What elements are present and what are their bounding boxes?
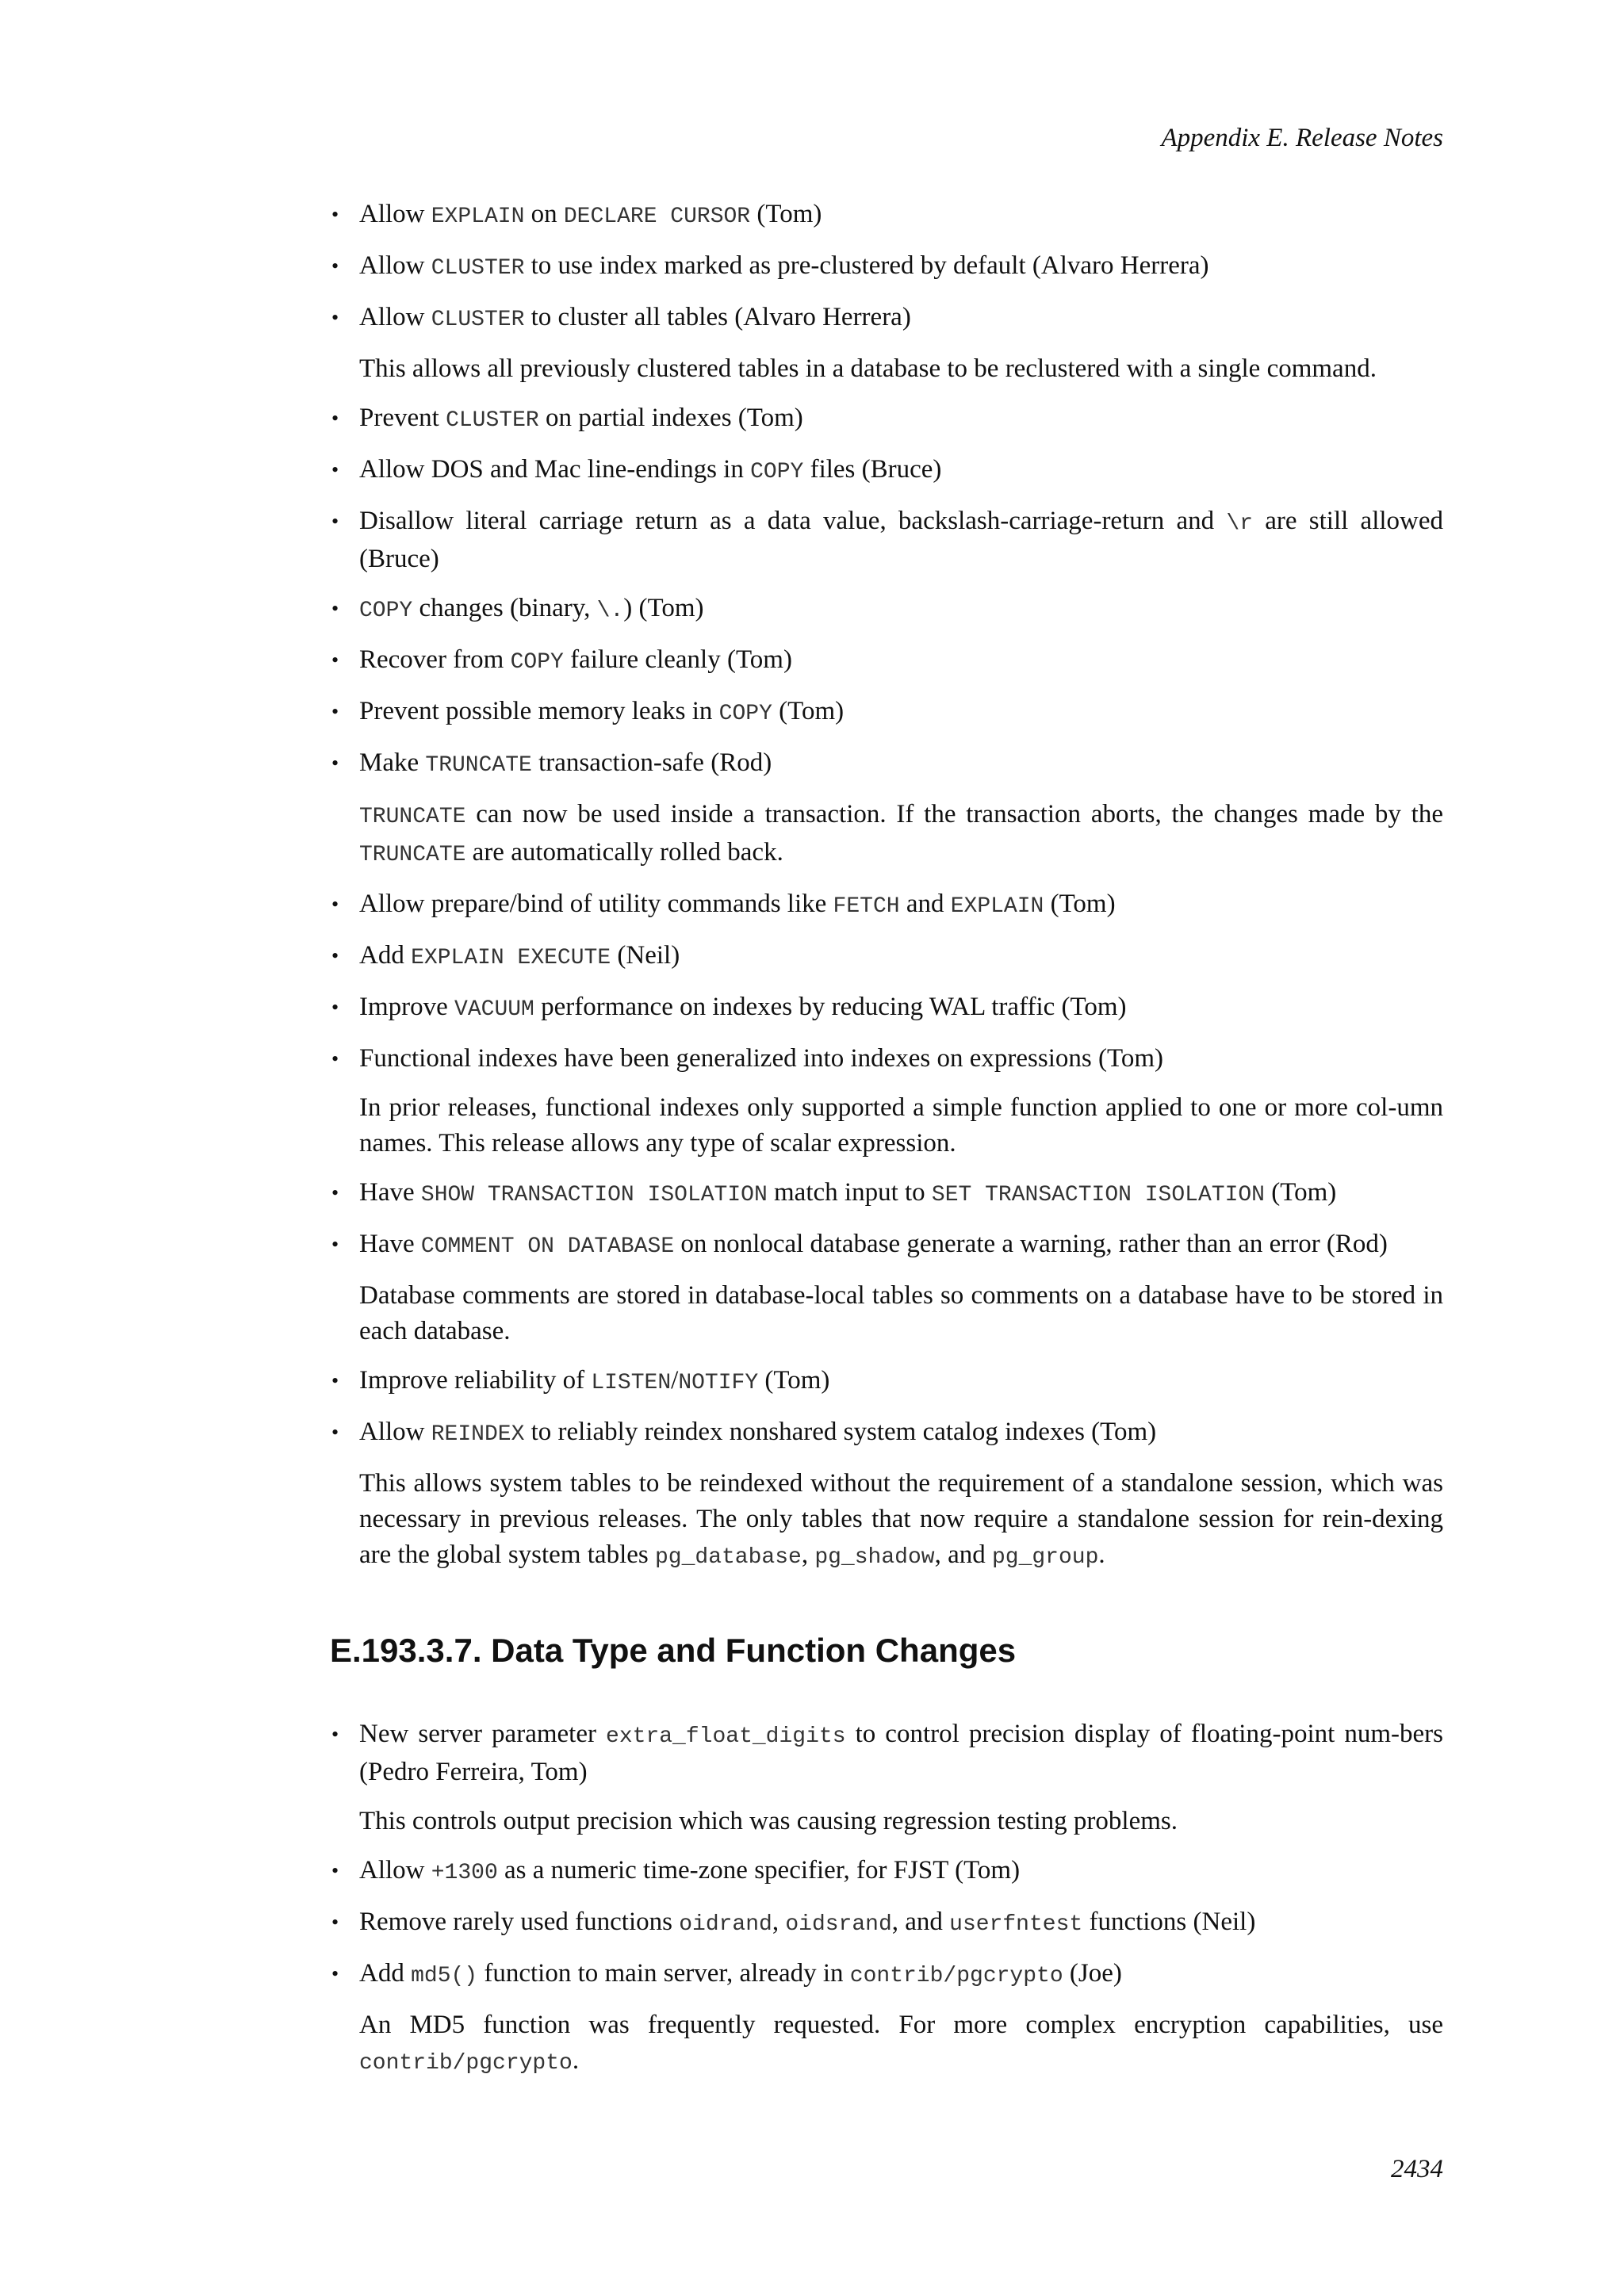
text-run: E.193.3.7. Data Type and Function Changes: [330, 1632, 1017, 1669]
text-run: In prior releases, functional indexes only supported a simple function applied to one or more col-umn names. This release allows any type of scalar expression.: [359, 1093, 1443, 1158]
section-heading: [330, 1631, 1443, 1670]
code-literal: EXPLAIN EXECUTE: [411, 946, 611, 970]
text-run: (Tom): [1264, 1178, 1337, 1207]
code-literal: CLUSTER: [431, 256, 525, 281]
text-run: Recover from: [359, 645, 511, 674]
text-run: can now be used inside a transaction. If the transaction aborts, the changes made by the: [465, 800, 1443, 828]
text-run: , and: [891, 1908, 950, 1936]
release-notes-body: [330, 197, 1443, 2095]
text-run: (Tom): [750, 200, 822, 228]
explanatory-paragraph: [359, 1466, 1443, 1575]
text-run: Allow: [359, 303, 431, 331]
text-run: and: [899, 890, 951, 918]
text-run: to use index marked as pre-clustered by default (Alvaro Herrera): [524, 251, 1209, 280]
bullet-item: [359, 400, 1443, 438]
text-run: performance on indexes by reducing WAL traffic (Tom): [534, 993, 1127, 1021]
text-run: Allow: [359, 1418, 431, 1446]
explanatory-paragraph: [359, 1804, 1443, 1839]
bullet-item: [359, 197, 1443, 235]
text-run: Allow: [359, 200, 431, 228]
text-run: to control precision display of floating-point num-bers (Pedro Ferreira, Tom): [359, 1720, 1444, 1786]
explanatory-paragraph: [359, 797, 1443, 873]
text-run: /: [671, 1366, 679, 1395]
text-run: (Tom): [772, 697, 845, 725]
bullet-item: [359, 300, 1443, 338]
text-run: .: [572, 2046, 580, 2075]
code-literal: NOTIFY: [678, 1371, 759, 1395]
page-number: 2434: [1391, 2155, 1443, 2183]
text-run: (Neil): [611, 941, 680, 970]
code-literal: oidsrand: [785, 1912, 892, 1937]
code-literal: userfntest: [949, 1912, 1083, 1937]
text-run: as a numeric time-zone specifier, for FJST (Tom): [497, 1856, 1021, 1885]
text-run: (Tom): [1044, 890, 1116, 918]
text-run: are automatically rolled back.: [465, 838, 783, 867]
text-run: ,: [801, 1540, 815, 1569]
text-run: An MD5 function was frequently requested. For more complex encryption capabilities, use: [359, 2011, 1443, 2039]
code-literal: pg_shadow: [814, 1545, 935, 1570]
text-run: are still allowed (Bruce): [359, 507, 1444, 573]
bullet-item: [359, 1716, 1443, 1790]
text-run: (Joe): [1063, 1959, 1122, 1988]
code-literal: COPY: [510, 650, 564, 675]
code-literal: \.: [596, 599, 624, 623]
bullet-item: [359, 503, 1443, 577]
text-run: Allow prepare/bind of utility commands like: [359, 890, 833, 918]
text-run: Allow: [359, 1856, 431, 1885]
code-literal: oidrand: [679, 1912, 772, 1937]
bullet-item: [359, 642, 1443, 680]
text-run: Have: [359, 1230, 421, 1258]
bullet-item: [359, 886, 1443, 924]
bullet-item: [359, 248, 1443, 286]
text-run: Allow DOS and Mac line-endings in: [359, 455, 751, 484]
text-run: Functional indexes have been generalized into indexes on expressions (Tom): [359, 1044, 1163, 1073]
code-literal: REINDEX: [431, 1422, 525, 1447]
code-literal: TRUNCATE: [425, 753, 532, 778]
text-run: Have: [359, 1178, 421, 1207]
bullet-item: [359, 591, 1443, 629]
explanatory-paragraph: [359, 1278, 1443, 1349]
bullet-item: [359, 1363, 1443, 1401]
text-run: Add: [359, 941, 412, 970]
code-literal: md5(): [411, 1964, 478, 1988]
code-literal: contrib/pgcrypto: [359, 2051, 573, 2076]
text-run: Allow: [359, 251, 431, 280]
text-run: transaction-safe (Rod): [531, 748, 772, 777]
bullet-item: [359, 1226, 1443, 1265]
text-run: to cluster all tables (Alvaro Herrera): [524, 303, 911, 331]
bullet-item: [359, 1175, 1443, 1213]
explanatory-paragraph: [359, 1090, 1443, 1161]
text-run: , and: [934, 1540, 992, 1569]
text-run: on: [524, 200, 564, 228]
code-literal: +1300: [431, 1861, 498, 1885]
text-run: Add: [359, 1959, 412, 1988]
text-run: This controls output precision which was causing regression testing problems.: [359, 1807, 1178, 1835]
code-literal: EXPLAIN: [431, 205, 525, 229]
code-literal: pg_database: [654, 1545, 802, 1570]
text-run: .: [1098, 1540, 1105, 1569]
bullet-item: [359, 989, 1443, 1027]
text-run: Disallow literal carriage return as a data value, backslash-carriage-return and: [359, 507, 1227, 535]
bullet-item: [359, 1414, 1443, 1452]
code-literal: LISTEN: [591, 1371, 672, 1395]
text-run: match input to: [767, 1178, 932, 1207]
code-literal: COMMENT ON DATABASE: [420, 1234, 675, 1259]
text-run: ,: [772, 1908, 786, 1936]
text-run: New server parameter: [359, 1720, 607, 1748]
code-literal: TRUNCATE: [359, 843, 466, 867]
explanatory-paragraph: [359, 2007, 1443, 2081]
text-run: to reliably reindex nonshared system catalog indexes (Tom): [524, 1418, 1157, 1446]
text-run: changes (binary,: [412, 594, 597, 622]
code-literal: CLUSTER: [431, 308, 525, 332]
running-header: Appendix E. Release Notes: [1161, 124, 1443, 152]
bullet-item: [359, 938, 1443, 976]
code-literal: COPY: [718, 702, 772, 726]
text-run: Prevent: [359, 404, 446, 432]
text-run: Make: [359, 748, 426, 777]
text-run: Database comments are stored in database-local tables so comments on a database have to be stored in each database.: [359, 1281, 1443, 1345]
code-literal: SHOW TRANSACTION ISOLATION: [420, 1183, 768, 1207]
text-run: (Tom): [758, 1366, 830, 1395]
text-run: files (Bruce): [803, 455, 942, 484]
text-run: ) (Tom): [623, 594, 704, 622]
text-run: This allows all previously clustered tables in a database to be reclustered with a single command.: [359, 354, 1377, 383]
code-literal: VACUUM: [454, 997, 534, 1022]
text-run: function to main server, already in: [477, 1959, 850, 1988]
code-literal: TRUNCATE: [359, 805, 466, 829]
bullet-item: [359, 745, 1443, 783]
code-literal: COPY: [750, 460, 804, 484]
code-literal: extra_float_digits: [606, 1724, 846, 1749]
bullet-item: [359, 1904, 1443, 1942]
bullet-item: [359, 1041, 1443, 1077]
explanatory-paragraph: [359, 351, 1443, 387]
code-literal: CLUSTER: [446, 408, 539, 433]
text-run: Improve reliability of: [359, 1366, 592, 1395]
bullet-item: [359, 452, 1443, 490]
text-run: Prevent possible memory leaks in: [359, 697, 719, 725]
text-run: Remove rarely used functions: [359, 1908, 680, 1936]
code-literal: \r: [1226, 511, 1253, 536]
bullet-item: [359, 1853, 1443, 1891]
code-literal: DECLARE CURSOR: [563, 205, 751, 229]
bullet-item: [359, 694, 1443, 732]
code-literal: contrib/pgcrypto: [849, 1964, 1063, 1988]
text-run: Improve: [359, 993, 455, 1021]
text-run: on nonlocal database generate a warning, rather than an error (Rod): [674, 1230, 1388, 1258]
code-literal: pg_group: [991, 1545, 1099, 1570]
code-literal: FETCH: [833, 894, 900, 919]
text-run: functions (Neil): [1082, 1908, 1256, 1936]
code-literal: COPY: [359, 599, 413, 623]
bullet-item: [359, 1956, 1443, 1994]
text-run: This allows system tables to be reindexed without the requirement of a standalone session, which was necessary in previous releases. The only tables that now require a standalone session for rein-dexing are the global system tables: [359, 1469, 1443, 1569]
text-run: failure cleanly (Tom): [563, 645, 792, 674]
text-run: on partial indexes (Tom): [538, 404, 803, 432]
code-literal: SET TRANSACTION ISOLATION: [931, 1183, 1265, 1207]
code-literal: EXPLAIN: [950, 894, 1044, 919]
